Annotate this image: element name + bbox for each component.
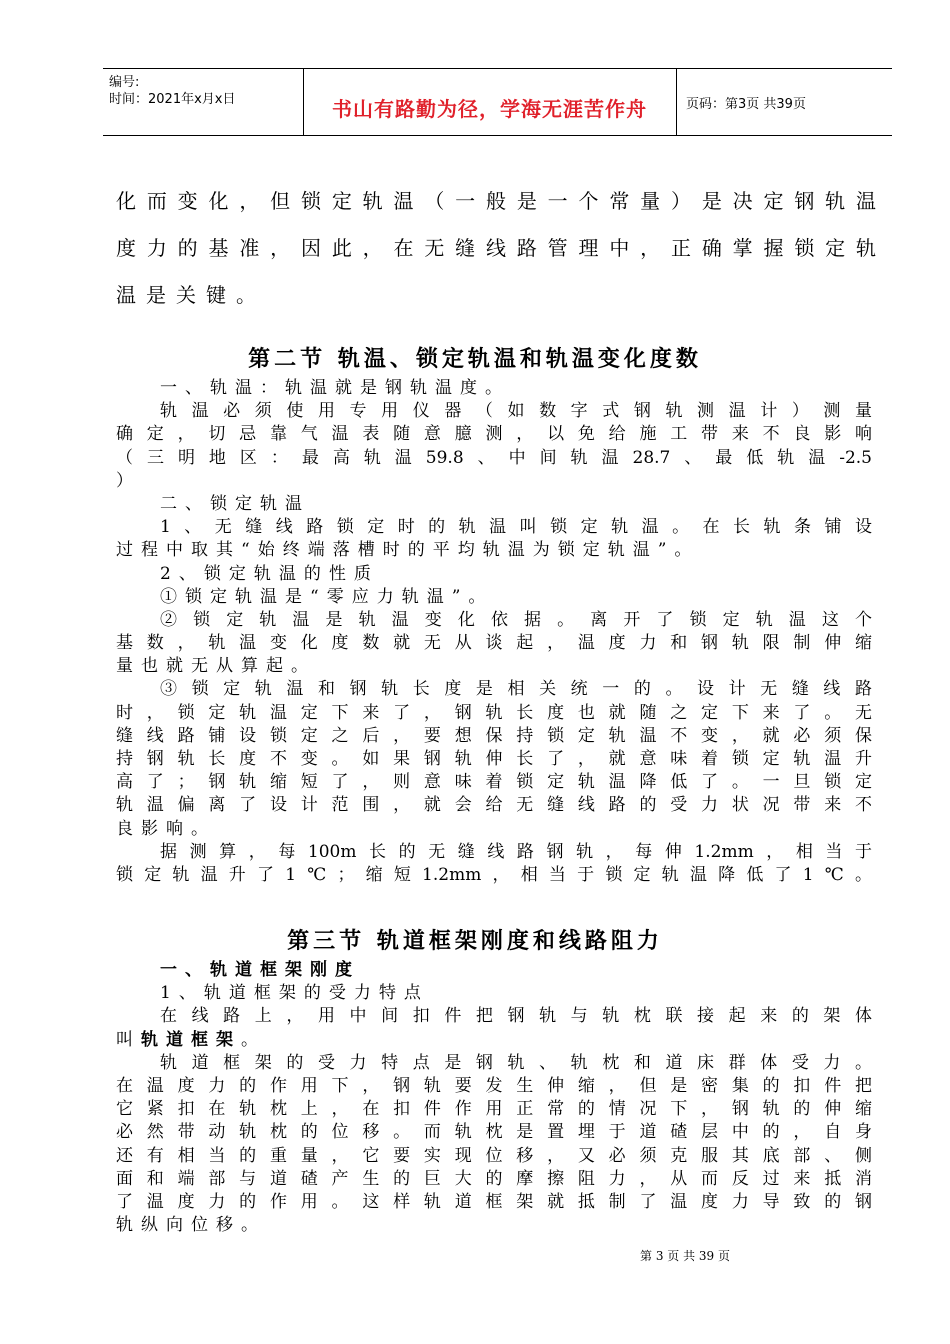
text-line: 一、轨温：轨温就是钢轨温度。 <box>160 378 510 398</box>
term-highlight: 轨道框架 <box>141 1029 241 1050</box>
text-line: ） <box>116 470 133 491</box>
text-run: 叫 <box>116 1029 141 1050</box>
text-line: 过程中取其“始终端落槽时的平均轨温为锁定轨温”。 <box>116 540 700 561</box>
text-run: 。 <box>241 1029 266 1050</box>
text-line: 时，锁定轨温定下来了，钢轨长度也就随之定下来了。无 <box>116 702 872 723</box>
text-line: ③锁定轨温和钢轨长度是相关统一的。设计无缝线路 <box>160 679 872 700</box>
header-page-cell <box>676 69 892 135</box>
section2-title: 第二节 轨温、锁定轨温和轨温变化度数 <box>248 347 702 372</box>
text-line: 还有相当的重量，它要实现位移，又必须克服其底部、侧 <box>116 1145 872 1166</box>
text-line: ①锁定轨温是“零应力轨温”。 <box>160 586 494 607</box>
intro-paragraph <box>116 178 876 319</box>
text-line: 轨温偏离了设计范围，就会给无缝线路的受力状况带来不 <box>116 795 872 816</box>
text-line: 1、轨道框架的受力特点 <box>160 983 429 1004</box>
text-line: 据测算，每100m长的无缝线路钢轨，每伸1.2mm，相当于 <box>160 841 872 862</box>
text-line: 良影响。 <box>116 818 216 839</box>
text-line: （三明地区：最高轨温59.8、中间轨温28.7、最低轨温-2.5 <box>116 447 872 468</box>
text-line: 轨道框架的受力特点是钢轨、轨枕和道床群体受力。 <box>160 1052 872 1073</box>
text-line: 基数，轨温变化度数就无从谈起，温度力和钢轨限制伸缩 <box>116 633 872 654</box>
intro-line: 化而变化，但锁定轨温（一般是一个常量）是决定钢轨温 <box>116 189 876 213</box>
header-motto-cell <box>303 69 677 135</box>
text-line: 面和端部与道碴产生的巨大的摩擦阻力，从而反过来抵消 <box>116 1168 872 1189</box>
text-line: 锁定轨温升了1℃；缩短1.2mm，相当于锁定轨温降低了1℃。 <box>116 864 872 885</box>
text-line: 持钢轨长度不变。如果钢轨伸长了，就意味着锁定轨温升 <box>116 749 872 769</box>
text-line: 了温度力的作用。这样轨道框架就抵制了温度力导致的钢 <box>116 1191 872 1212</box>
text-line: 2、锁定轨温的性质 <box>160 563 379 584</box>
header-time-label: 时间：2021年x月x日 <box>109 92 236 107</box>
page-header <box>103 68 892 136</box>
subsection-heading: 一、轨道框架刚度 <box>160 960 360 980</box>
text-line: 它紧扣在轨枕上，在扣件作用正常的情况下，钢轨的伸缩 <box>116 1099 872 1120</box>
text-line: 在线路上，用中间扣件把钢轨与轨枕联接起来的架体 <box>160 1006 872 1027</box>
text-line: 量也就无从算起。 <box>116 656 316 677</box>
text-line: 轨纵向位移。 <box>116 1215 266 1236</box>
text-line: 确定，切忌靠气温表随意臆测，以免给施工带来不良影响 <box>116 424 872 445</box>
text-line: 高了；钢轨缩短了，则意味着锁定轨温降低了。一旦锁定 <box>116 772 872 793</box>
section3-title: 第三节 轨道框架刚度和线路阻力 <box>287 929 663 954</box>
text-line: 在温度力的作用下，钢轨要发生伸缩，但是密集的扣件把 <box>116 1075 872 1096</box>
text-line: 轨温必须使用专用仪器（如数字式钢轨测温计）测量 <box>160 401 872 422</box>
section3-body <box>116 959 872 1237</box>
section2-body <box>116 377 872 887</box>
intro-line: 温是关键。 <box>116 283 266 307</box>
text-line: 1、无缝线路锁定时的轨温叫锁定轨温。在长轨条铺设 <box>160 517 872 538</box>
header-page-label: 页码：第3页 共39页 <box>686 97 806 112</box>
header-motto: 书山有路勤为径，学海无涯苦作舟 <box>332 97 647 121</box>
text-line: 缝线路铺设锁定之后，要想保持锁定轨温不变，就必须保 <box>116 725 872 746</box>
text-line <box>116 1029 872 1052</box>
text-line: 二、锁定轨温 <box>160 493 310 514</box>
intro-line: 度力的基准，因此，在无缝线路管理中，正确掌握锁定轨 <box>116 236 876 260</box>
text-line: 必然带动轨枕的位移。而轨枕是置埋于道碴层中的，自身 <box>116 1122 872 1143</box>
header-meta <box>103 69 304 135</box>
text-line: ②锁定轨温是轨温变化依据。离开了锁定轨温这个 <box>160 609 872 630</box>
header-number-label: 编号: <box>109 75 140 90</box>
page-footer: 第 3 页 共 39 页 <box>640 1249 730 1263</box>
